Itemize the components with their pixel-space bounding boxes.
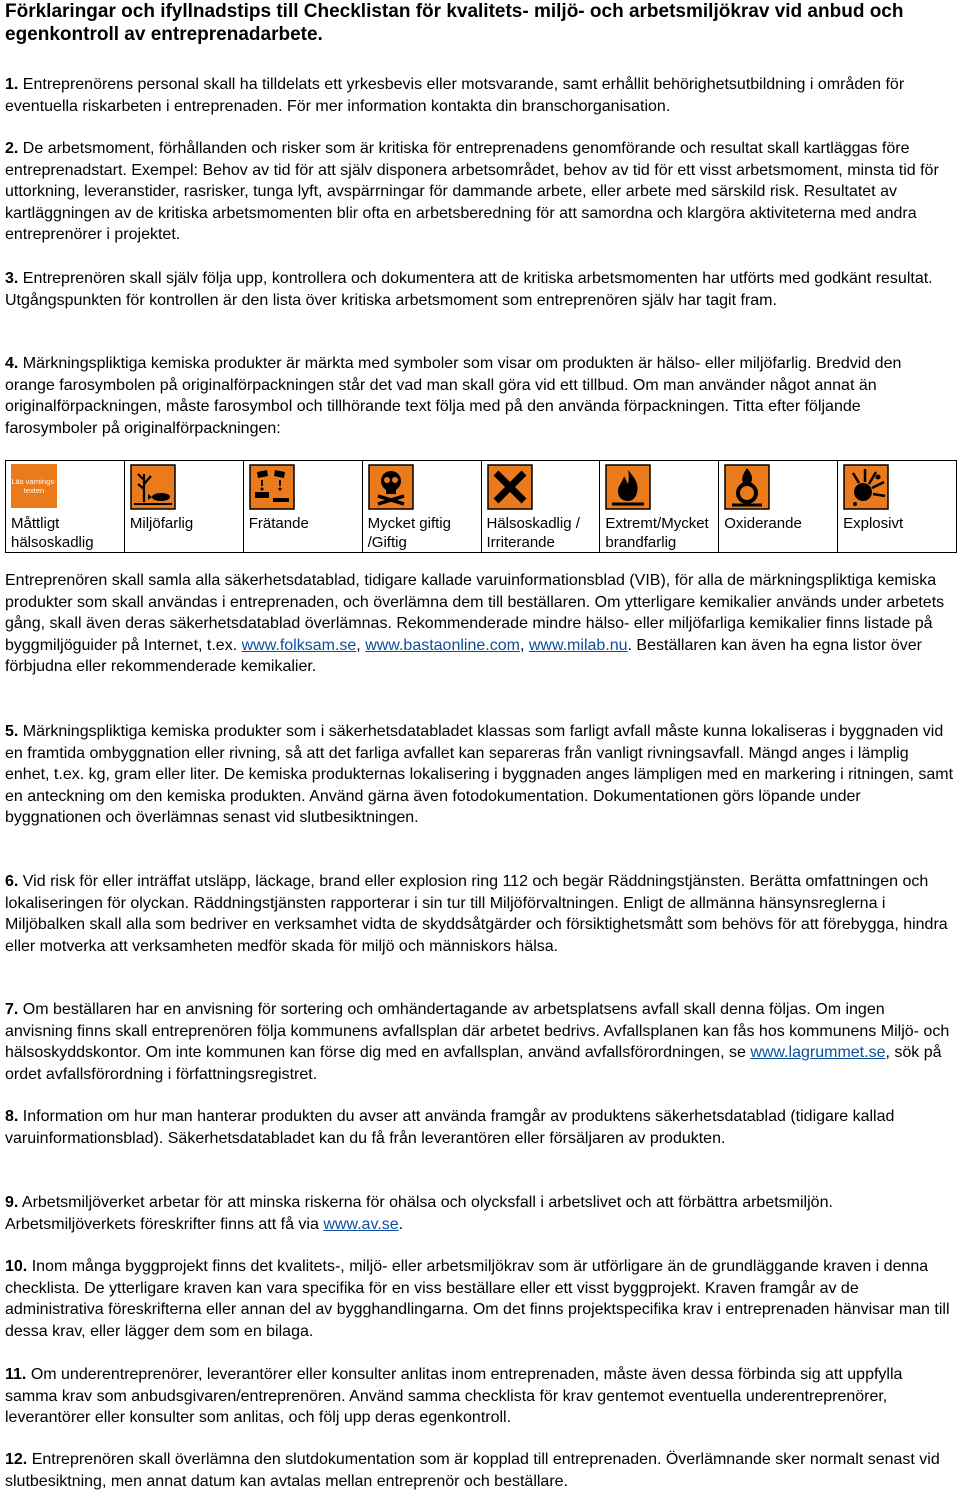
item-1: 1. Entreprenörens personal skall ha tilldelats ett yrkesbevis eller motsvarande, samt erhållit behörighetsutbildning i områden för eventuella riskarbeten i entreprenaden. För mer information kontakta din branschorganisation. [5,76,905,115]
item-2: 2. De arbetsmoment, förhållanden och risker som är kritiska för entreprenadens genomförande och resultat skall kartläggas före entreprenadstart. Exempel: Behov av tid för att själv disponera arbetsområdet, behov av tid för ett visst arbetsmoment, minsta tid för uttorkning, leveranstider, rasrisker, tunga lyft, avspärrningar för dammande arbete, eller arbete med särskild risk. Resultatet av kartläggningen av de kritiska arbetsmomenten blir ofta en arbetsberedning för att samordna och klargöra aktiviteterna med andra entreprenörer i projektet. [5,140,939,243]
symbol-label: Extremt/Mycket brandfarlig [605,515,709,551]
warning-text-icon: Läs varnings-texten [11,464,57,508]
symbol-cell-corrosive [243,461,362,553]
skull-crossbones-icon [368,464,414,510]
explosive-icon [843,464,889,510]
paragraph-safety-data-sheets: Entreprenören skall samla alla säkerhetsdatablad, tidigare kallade varuinformationsblad (VIB), för alla de märkningspliktiga kemiska produkter som skall användas i entreprenaden, och överlämna dem till beställaren. Om ytterligare kemikalier används under arbetets gång, skall även deras säkerhetsdatablad överlämnas. Rekommenderade mindre hälso- eller miljöfarliga kemikalier finns listade på byggmiljöguider på Internet, t.ex. www.folksam.se, www.bastaonline.com, www.milab.nu. Beställaren kan även ha egna listor över förbjudna eller rekommenderade kemikalier. [5,572,945,675]
item-12: 12. Entreprenören skall överlämna den slutdokumentation som är kopplad till entreprenaden. Överlämnande sker normalt senast vid slutbesiktning, men annat datum kan avtalas mellan entreprenör och beställare. [5,1451,940,1490]
item-3: 3. Entreprenören skall själv följa upp, kontrollera och dokumentera att de kritiska arbetsmomenten har utförts med godkänt resultat. Utgångspunkten för kontrollen är den lista över kritiska arbetsmoment som entreprenören själv har tagit fram. [5,270,933,309]
corrosive-icon [249,464,295,510]
symbol-cell-flammable [600,461,719,553]
document-title: Förklaringar och ifyllnadstips till Checklistan för kvalitets- miljö- och arbetsmiljökrav vid anbud och egenkontroll av entreprenadarbete. [5,1,904,45]
link-bastaonline[interactable]: www.bastaonline.com [365,636,520,654]
flame-icon [605,464,651,510]
symbol-label: Måttligt hälsoskadlig [11,515,94,551]
symbol-cell-toxic [362,461,481,553]
item-10: 10. Inom många byggprojekt finns det kvalitets-, miljö- eller arbetsmiljökrav som är utförligare än de grundläggande kraven i denna checklista. De ytterligare kraven kan vara specifika för en viss beställare eller ett visst byggprojekt. Kraven framgår av de administrativa föreskrifterna eller annan del av bygghandlingarna. Om det finns projektspecifika krav i entreprenaden hänvisar man till dessa krav, eller lägger dem som en bilaga. [5,1258,950,1340]
symbol-cell-oxidizing [719,461,838,553]
link-av[interactable]: www.av.se [323,1215,399,1233]
symbol-cell-explosive [838,461,957,553]
environment-hazard-icon [130,464,176,510]
item-9: 9. Arbetsmiljöverket arbetar för att minska riskerna för ohälsa och olycksfall i arbetslivet och att förbättra arbetsmiljön. Arbetsmiljöverkets föreskrifter finns att få via www.av.se. [5,1194,833,1233]
item-11: 11. Om underentreprenörer, leverantörer eller konsulter anlitas inom entreprenaden, måste även dessa förbinda sig att uppfylla samma krav som anbudsgivaren/entreprenören. Använd samma checklista för krav gentemot eventuella underentreprenörer, leverantörer eller konsulter som anlitas, och följ upp deras egenkontroll. [5,1366,903,1426]
item-5: 5. Märkningspliktiga kemiska produkter som i säkerhetsdatabladet klassas som farligt avfall måste kunna lokaliseras i byggnaden vid en framtida ombyggnation eller rivning, så att det farliga avfallet kan separeras från vanligt rivningsavfall. Mängd anges i lämplig enhet, t.ex. kg, gram eller liter. De kemiska produkternas lokalisering i byggnaden anges lämpligen med en markering i ritningen, samt en anteckning om den kemiska produkten. Använd gärna även fotodokumentation. Dokumentationen görs löpande under byggnationen och överlämnas senast vid slutbesiktningen. [5,723,954,826]
item-8: 8. Information om hur man hanterar produkten du avser att använda framgår av produktens säkerhetsdatablad (tidigare kallad varuinformationsblad). Säkerhetsdatabladet kan du få från leverantören eller försäljaren av produkten. [5,1108,895,1147]
symbol-label: Miljöfarlig [129,515,194,532]
symbol-label: Frätande [248,515,309,532]
item-7: 7. Om beställaren har en anvisning för sortering och omhändertagande av arbetsplatsens avfall skall denna följas. Om ingen anvisning finns skall entreprenören följa kommunens avfallsplan där arbetet bedrivs. Avfallsplanen kan fås hos kommunens Miljö- och hälsoskyddskontor. Om inte kommunen kan förse dig med en avfallsplan, använd avfallsförordningen, se www.lagrummet.se, sök på ordet avfallsförordning i författningsregistret. [5,1001,950,1083]
symbol-cell-irritant [481,461,600,553]
link-lagrummet[interactable]: www.lagrummet.se [750,1044,886,1061]
oxidizing-icon [724,464,770,510]
symbol-label: Oxiderande [724,515,802,532]
item-4: 4. Märkningspliktiga kemiska produkter är märkta med symboler som visar om produkten är hälso- eller miljöfarlig. Bredvid den orange farosymbolen på originalförpackningen står det vad man skall göra vid ett tillbud. Om man använder något annat än originalförpackningen, måste farosymbol och tillhörande text följa med på den använda förpackningen. Titta efter följande farosymboler på originalförpackningen: [5,355,902,437]
link-folksam[interactable]: www.folksam.se [241,636,357,654]
symbol-label: Hälsoskadlig / Irriterande [486,515,580,551]
item-6: 6. Vid risk för eller inträffat utsläpp, läckage, brand eller explosion ring 112 och begär Räddningstjänsten. Berätta omfattningen och lokaliseringen för olyckan. Räddningstjänsten rapporterar i sin tur till Miljöförvaltningen. Enligt de allmänna hänsynsreglerna i Miljöbalken skall alla som bedriver en verksamhet vidta de skyddsåtgärder och försiktighetsmått som behövs för att förebygga, hindra eller motverka att verksamheten medför skada för miljö och människors hälsa. [5,873,948,955]
symbol-label: Mycket giftig /Giftig [367,515,451,551]
symbol-label: Explosivt [843,515,904,532]
hazard-symbols-table [5,460,957,553]
harmful-cross-icon [487,464,533,510]
symbol-cell-harmful [6,461,125,553]
symbol-cell-environment [124,461,243,553]
link-milab[interactable]: www.milab.nu [528,636,628,654]
